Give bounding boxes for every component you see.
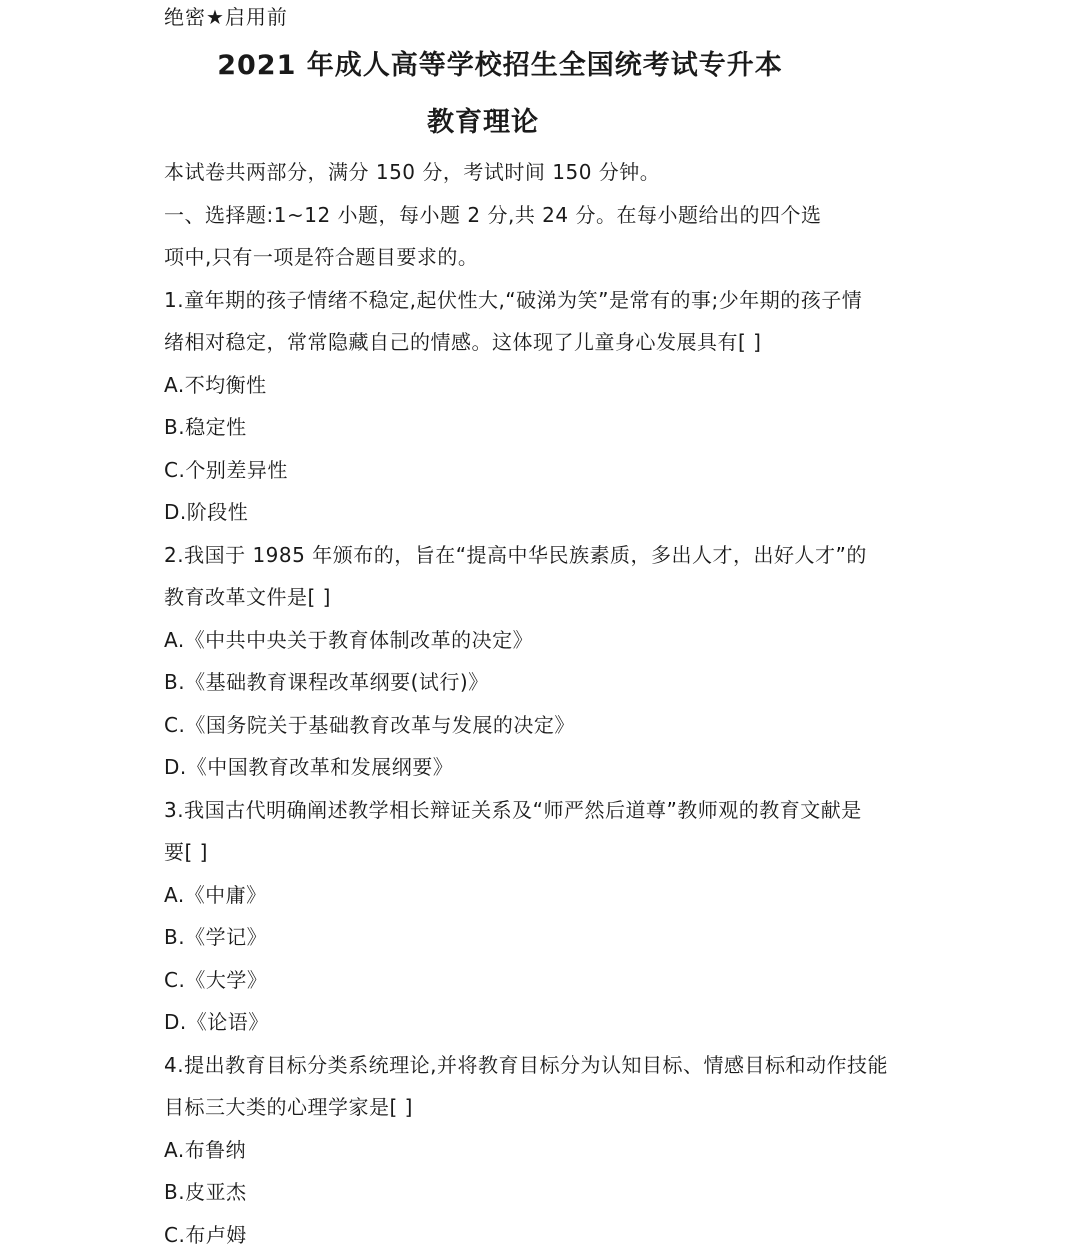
- question-3-option-b: B.《学记》: [164, 925, 268, 949]
- question-4-option-c: C.布卢姆: [164, 1222, 247, 1247]
- question-4-line: 目标三大类的心理学家是[ ]: [164, 1095, 413, 1119]
- question-3-option-d: D.《论语》: [164, 1010, 269, 1034]
- question-1-line: 1.童年期的孩子情绪不稳定,起伏性大,“破涕为笑”是常有的事;少年期的孩子情: [164, 287, 863, 312]
- subject-title: 教育理论: [427, 107, 539, 138]
- question-3-line: 要[ ]: [164, 840, 208, 864]
- question-1-line: 绪相对稳定，常常隐藏自己的情感。这体现了儿童身心发展具有[ ]: [164, 330, 762, 354]
- question-1-option-b: B.稳定性: [164, 415, 247, 439]
- question-2-line: 2.我国于 1985 年颁布的，旨在“提高中华民族素质，多出人才，出好人才”的: [164, 542, 867, 567]
- exam-body: [164, 151, 924, 1256]
- question-2-option-c: C.《国务院关于基础教育改革与发展的决定》: [164, 712, 575, 737]
- question-4-line: 4.提出教育目标分类系统理论,并将教育目标分为认知目标、情感目标和动作技能: [164, 1052, 888, 1077]
- question-2-option-a: A.《中共中央关于教育体制改革的决定》: [164, 627, 534, 652]
- question-2-line: 教育改革文件是[ ]: [164, 585, 331, 609]
- section-heading-line: 项中,只有一项是符合题目要求的。: [164, 245, 479, 269]
- instructions-line: 本试卷共两部分，满分 150 分，考试时间 150 分钟。: [164, 160, 661, 184]
- question-3-option-c: C.《大学》: [164, 967, 268, 992]
- question-3-option-a: A.《中庸》: [164, 882, 267, 907]
- question-1-option-d: D.阶段性: [164, 500, 249, 524]
- question-4-option-a: A.布鲁纳: [164, 1137, 247, 1162]
- section-heading-line: 一、选择题:1~12 小题，每小题 2 分,共 24 分。在每小题给出的四个选: [164, 202, 822, 227]
- question-4-option-b: B.皮亚杰: [164, 1180, 247, 1204]
- exam-title: 2021 年成人高等学校招生全国统考试专升本: [217, 50, 783, 81]
- question-3-line: 3.我国古代明确阐述教学相长辩证关系及“师严然后道尊”教师观的教育文献是: [164, 797, 862, 822]
- question-2-option-d: D.《中国教育改革和发展纲要》: [164, 755, 454, 779]
- question-1-option-a: A.不均衡性: [164, 372, 267, 397]
- classification-label: 绝密★启用前: [164, 5, 288, 29]
- question-2-option-b: B.《基础教育课程改革纲要(试行)》: [164, 670, 489, 694]
- question-1-option-c: C.个别差异性: [164, 457, 288, 482]
